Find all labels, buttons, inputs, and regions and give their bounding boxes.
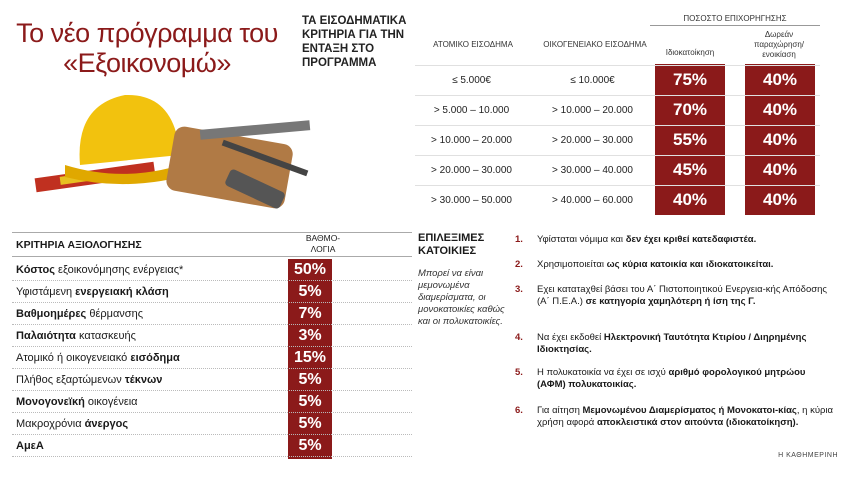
evaluation-label: Μακροχρόνια άνεργος [16,418,129,430]
condition-number: 5. [515,367,523,378]
eligible-header-line1: ΕΠΙΛΕΞΙΜΕΣ [418,232,485,244]
condition-number: 6. [515,405,523,416]
owner-percent: 75% [672,70,708,89]
family-income: > 40.000 – 60.000 [552,195,633,206]
condition-item [515,405,835,429]
page-title: Το νέο πρόγραμμα του «Εξοικονομώ» [16,18,278,78]
condition-item [515,259,835,271]
evaluation-score: 7% [298,305,322,322]
evaluation-label: Βαθμοημέρες θέρμανσης [16,308,144,320]
owner-percent: 45% [672,160,708,179]
evaluation-title: ΚΡΙΤΗΡΙΑ ΑΞΙΟΛΟΓΗΣΗΣ [16,239,142,251]
condition-item [515,284,835,308]
col-free-header: Δωρεάν παραχώρηση/ ενοικίαση [753,30,805,59]
condition-text: Να έχει εκδοθεί Ηλεκτρονική Ταυτότητα Κτιρίου / Διηρημένης Ιδιοκτησίας. [537,332,807,355]
family-income: > 10.000 – 20.000 [552,105,633,116]
free-percent: 40% [762,130,798,149]
free-percent: 40% [762,100,798,119]
subsidy-group-header: ΠΟΣΟΣΤΟ ΕΠΙΧΟΡΗΓΗΣΗΣ [650,14,820,26]
condition-number: 2. [515,259,523,270]
evaluation-label-bold: Μονογονεϊκή [16,396,85,408]
eligible-description: Μπορεί να είναι μεμονωμένα διαμερίσματα, οι μονοκατοικίες καθώς και οι πολυκατοικίες. [418,268,505,327]
condition-bold: αποκλειστικά στον αιτούντα (ιδιοκατοίκηση). [596,417,799,428]
evaluation-row [12,413,412,435]
individual-income: > 10.000 – 20.000 [431,135,512,146]
owner-percent: 55% [672,130,708,149]
evaluation-label-bold: εισόδημα [130,352,180,364]
evaluation-label-bold: Παλαιότητα [16,330,76,342]
evaluation-score: 5% [298,437,322,454]
evaluation-row [12,303,412,325]
evaluation-score: 50% [293,261,327,278]
family-income: ≤ 10.000€ [570,75,615,86]
condition-bold: δεν έχει κριθεί κατεδαφιστέα. [625,234,757,245]
family-income: > 30.000 – 40.000 [552,165,633,176]
condition-text: Χρησιμοποιείται ως κύρια κατοικία και ιδιοκατοικείται. [537,259,774,270]
col-family-header: ΟΙΚΟΓΕΝΕΙΑΚΟ ΕΙΣΟΔΗΜΑ [543,40,647,49]
tools-illustration [20,85,340,225]
evaluation-label-bold: τέκνων [124,374,163,386]
col-individual-header: ΑΤΟΜΙΚΟ ΕΙΣΟΔΗΜΑ [433,40,513,49]
score-header: ΒΑΘΜΟ- ΛΟΓΙΑ [305,233,341,254]
evaluation-label: Ατομικό ή οικογενειακό εισόδημα [16,352,180,364]
condition-bold: Μεμονωμένου Διαμερίσματος ή Μονοκατοι-κίας [582,405,797,416]
individual-income: > 30.000 – 50.000 [431,195,512,206]
evaluation-row [12,259,412,281]
evaluation-row [12,325,412,347]
condition-number: 4. [515,332,523,343]
condition-text: Υφίσταται νόμιμα και δεν έχει κριθεί κατεδαφιστέα. [537,234,757,245]
individual-income: > 20.000 – 30.000 [431,165,512,176]
evaluation-row [12,347,412,369]
evaluation-label-bold: Κόστος [16,264,55,276]
evaluation-label: Πλήθος εξαρτώμενων τέκνων [16,374,163,386]
family-income: > 20.000 – 30.000 [552,135,633,146]
condition-text: Εχει κατατaχθεί βάσει του Α΄ Πιστοποιητικού Ενεργεια-κής Απόδοσης (Α΄ Π.Ε.Α.) σε κατηγορία χαμηλότερη ή ίση της Γ. [537,284,827,307]
condition-number: 3. [515,284,523,295]
col-owner-header: Ιδιοκατοίκηση [665,48,715,57]
condition-item [515,367,835,391]
owner-percent: 40% [672,190,708,209]
evaluation-label: Μονογονεϊκή οικογένεια [16,396,138,408]
evaluation-score: 5% [298,393,322,410]
evaluation-score: 15% [293,349,327,366]
individual-income: > 5.000 – 10.000 [433,105,510,116]
individual-income: ≤ 5.000€ [452,75,491,86]
condition-bold: σε κατηγορία χαμηλότερη ή ίση της Γ. [585,296,756,307]
condition-item [515,332,835,356]
owner-percent: 70% [672,100,708,119]
condition-bold: ως κύρια κατοικία και ιδιοκατοικείται. [606,259,774,270]
condition-text: Για αίτηση Μεμονωμένου Διαμερίσματος ή Μονοκατοι-κίας, η κύρια χρήση αφορά αποκλειστικά στον αιτούντα (ιδιοκατοίκηση). [537,405,834,428]
free-percent: 40% [762,70,798,89]
condition-bold: Ηλεκτρονική Ταυτότητα Κτιρίου / Διηρημένης Ιδιοκτησίας. [537,332,807,355]
evaluation-score: 5% [298,283,322,300]
evaluation-label [16,440,44,452]
condition-number: 1. [515,234,523,245]
evaluation-label-bold: ΑμεΑ [16,440,44,452]
condition-bold: αριθμό φορολογικού μητρώου (ΑΦΜ) πολυκατοικίας. [537,367,806,390]
condition-text: Η πολυκατοικία να έχει σε ισχύ αριθμό φορολογικού μητρώου (ΑΦΜ) πολυκατοικίας. [537,367,806,390]
condition-item [515,234,835,246]
free-percent: 40% [762,160,798,179]
evaluation-row [12,369,412,391]
evaluation-score: 5% [298,415,322,432]
evaluation-score: 3% [298,327,322,344]
evaluation-row [12,281,412,303]
evaluation-label-bold: άνεργος [84,418,129,430]
evaluation-score: 5% [298,371,322,388]
evaluation-label: Παλαιότητα κατασκευής [16,330,136,342]
evaluation-row [12,391,412,413]
evaluation-label: Υφιστάμενη ενεργειακή κλάση [16,286,169,298]
evaluation-label-bold: ενεργειακή κλάση [75,286,169,298]
evaluation-row [12,435,412,457]
evaluation-label: Κόστος εξοικονόμησης ενέργειας* [16,264,184,276]
income-criteria-header: ΤΑ ΕΙΣΟΔΗΜΑΤΙΚΑ ΚΡΙΤΗΡΙΑ ΓΙΑ ΤΗΝ ΕΝΤΑΞΗ ΣΤΟ ΠΡΟΓΡΑΜΜΑ [302,15,407,69]
free-percent: 40% [762,190,798,209]
evaluation-label-bold: Βαθμοημέρες [16,308,87,320]
credit: Η ΚΑΘΗΜΕΡΙΝΗ [778,452,838,459]
eligible-header-line2: ΚΑΤΟΙΚΙΕΣ [418,245,477,257]
eligible-header [418,232,484,258]
evaluation-header [12,232,412,257]
